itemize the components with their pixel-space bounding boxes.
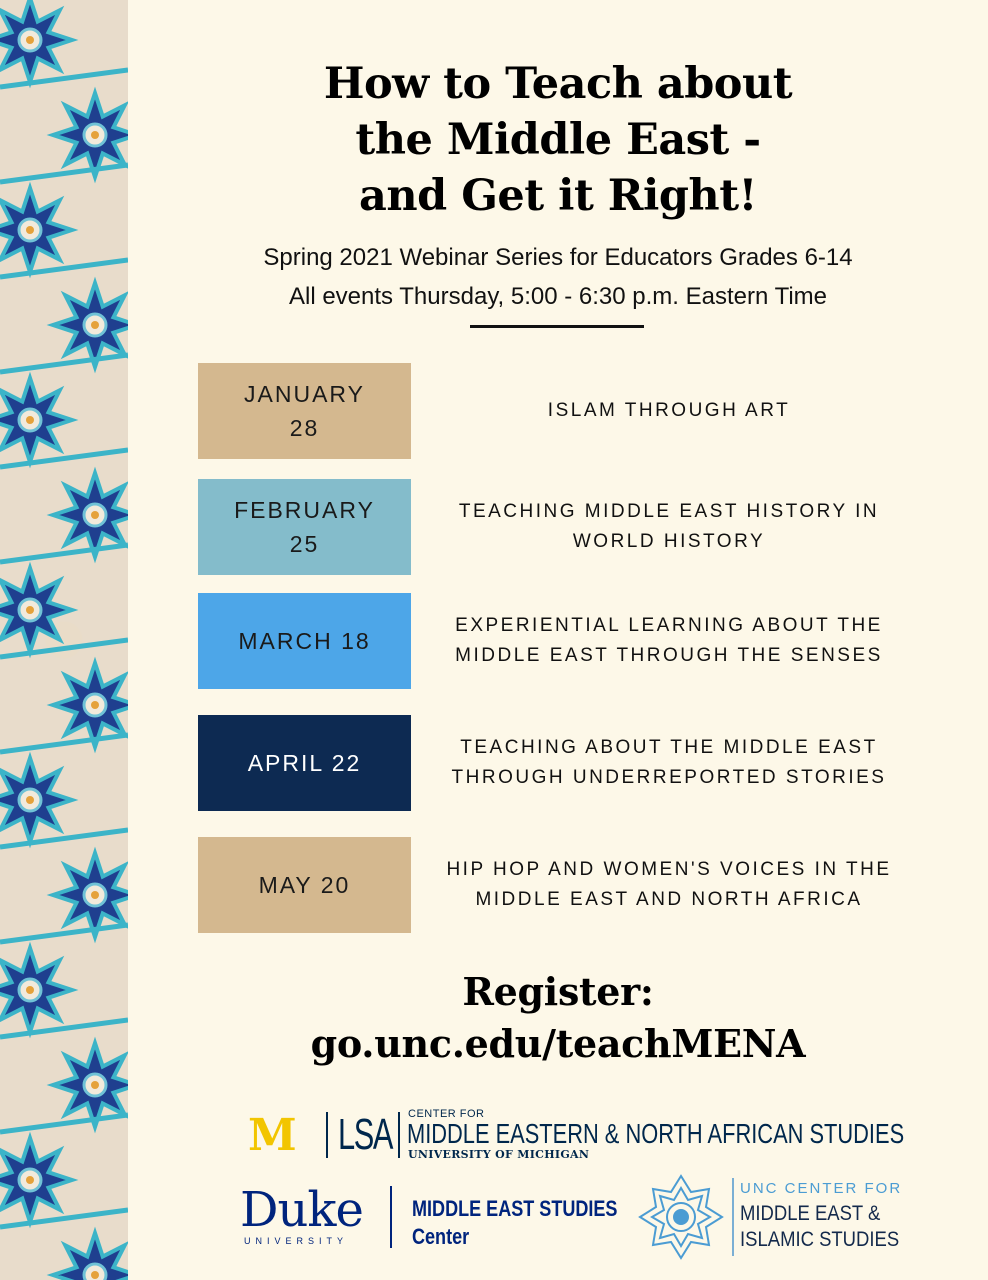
event-month: JANUARY — [244, 381, 365, 407]
logo-divider — [732, 1178, 734, 1256]
block-m-logo: M — [248, 1110, 297, 1161]
divider — [470, 325, 644, 328]
event-day: 25 — [289, 531, 320, 557]
event-date-box — [198, 837, 411, 933]
event-row — [198, 715, 988, 811]
event-day: 28 — [289, 415, 320, 441]
title-line-1: How to Teach about — [323, 59, 793, 109]
event-date-box — [198, 479, 411, 575]
event-row — [198, 837, 988, 933]
event-month: APRIL 22 — [247, 750, 362, 776]
umich-university: UNIVERSITY OF MICHIGAN — [408, 1148, 590, 1161]
unc-center-line3: ISLAMIC STUDIES — [740, 1228, 900, 1251]
umich-logo — [248, 1106, 905, 1162]
event-row — [198, 363, 988, 459]
event-month: FEBRUARY — [234, 497, 375, 523]
umich-center-for: CENTER FOR — [408, 1108, 485, 1120]
unc-center-for: UNC CENTER FOR — [740, 1180, 903, 1197]
duke-center-line1: MIDDLE EAST STUDIES — [412, 1196, 618, 1221]
event-topic: EXPERIENTIAL LEARNING ABOUT THE MIDDLE EAST THROUGH THE SENSES — [455, 615, 883, 666]
event-date-box — [198, 363, 411, 459]
title-line-3: and Get it Right! — [359, 171, 757, 221]
event-date-box — [198, 715, 411, 811]
unc-center-line2: MIDDLE EAST & — [740, 1202, 881, 1225]
flyer-content — [128, 0, 988, 1280]
unc-logo — [636, 1170, 936, 1262]
register-label: Register: — [462, 969, 654, 1014]
duke-logo — [240, 1182, 620, 1250]
unc-star-emblem-icon — [636, 1172, 726, 1262]
event-row — [198, 593, 988, 689]
logo-divider — [398, 1112, 400, 1158]
umich-center-name: MIDDLE EASTERN & NORTH AFRICAN STUDIES — [407, 1118, 905, 1149]
event-month: MAY 20 — [258, 872, 351, 898]
logo-divider — [390, 1186, 392, 1248]
event-topic: ISLAM THROUGH ART — [547, 400, 791, 421]
tile-border-decoration — [0, 0, 128, 1280]
event-topic: TEACHING MIDDLE EAST HISTORY IN WORLD HISTORY — [458, 501, 880, 552]
title-line-2: the Middle East - — [355, 115, 761, 165]
event-topic: HIP HOP AND WOMEN'S VOICES IN THE MIDDLE EAST AND NORTH AFRICA — [446, 859, 892, 910]
subtitle — [128, 238, 988, 316]
event-topic: TEACHING ABOUT THE MIDDLE EAST THROUGH UNDERREPORTED STORIES — [451, 737, 887, 788]
flyer-title — [128, 56, 988, 224]
event-row — [198, 479, 988, 575]
event-month: MARCH 18 — [238, 628, 371, 654]
lsa-wordmark: LSA — [338, 1110, 393, 1159]
logo-divider — [326, 1112, 328, 1158]
subtitle-schedule: All events Thursday, 5:00 - 6:30 p.m. Eastern Time — [288, 283, 828, 310]
register-block — [128, 966, 988, 1070]
event-date-box — [198, 593, 411, 689]
duke-center-line2: Center — [412, 1224, 470, 1249]
register-link[interactable]: go.unc.edu/teachMENA — [310, 1021, 806, 1066]
duke-university: UNIVERSITY — [244, 1236, 349, 1246]
duke-wordmark: Duke — [240, 1182, 363, 1238]
subtitle-series: Spring 2021 Webinar Series for Educators Grades 6-14 — [263, 244, 853, 271]
